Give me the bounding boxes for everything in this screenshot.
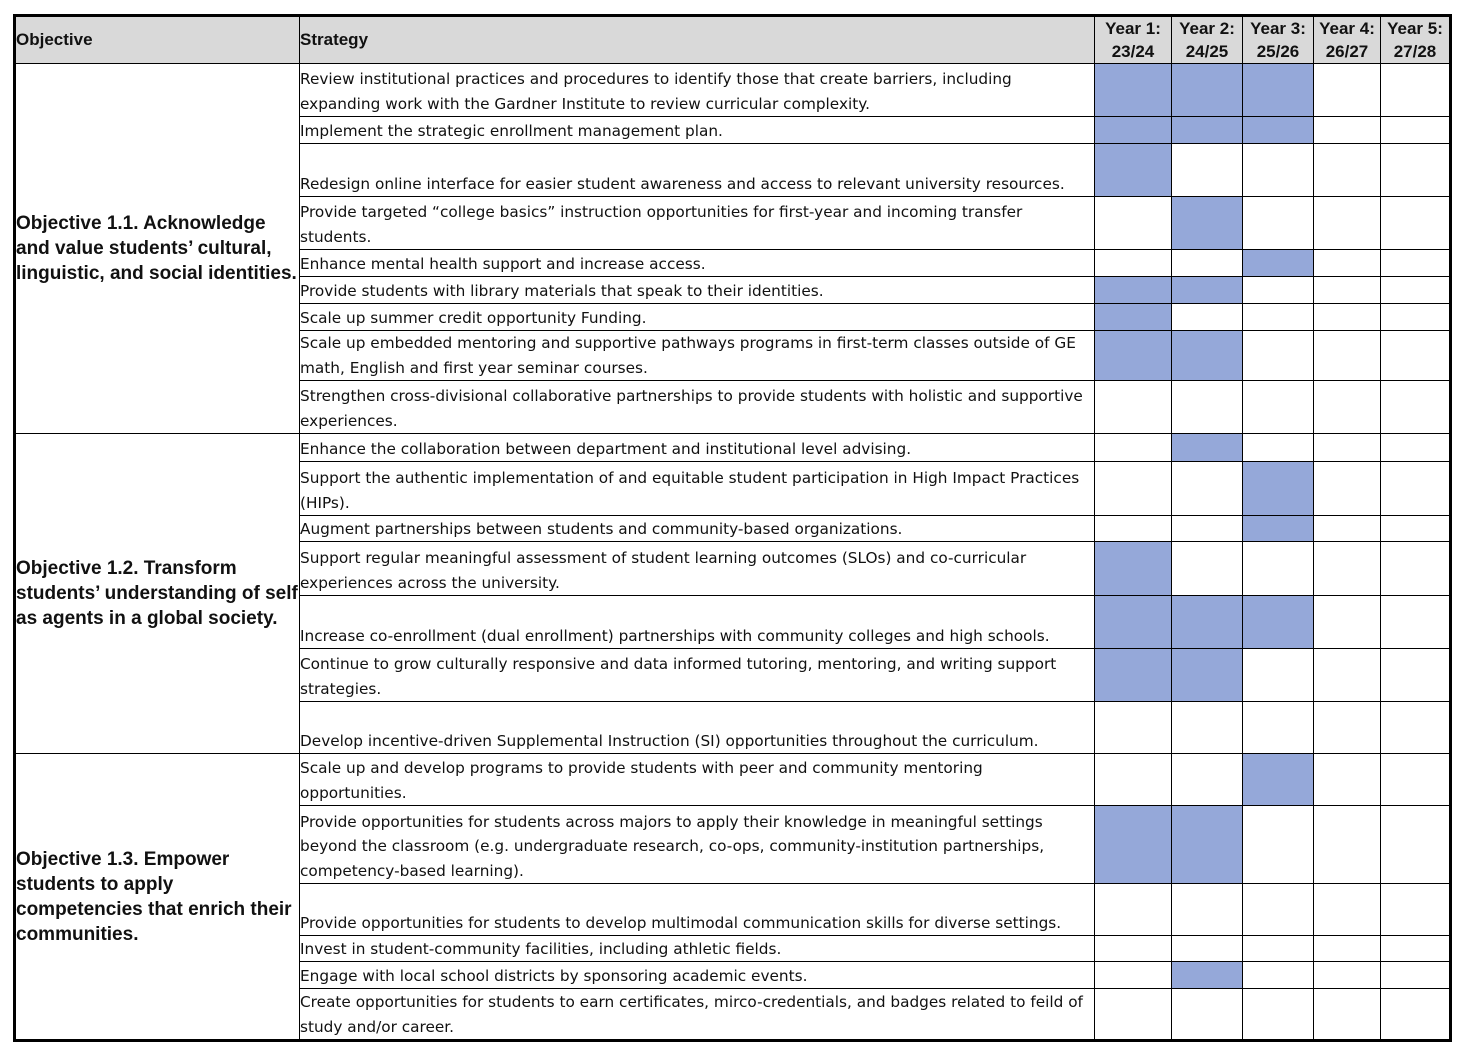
year-cell-empty [1381,649,1451,702]
year-cell-empty [1381,989,1451,1041]
year-cell-empty [1314,702,1381,754]
year-cell-empty [1243,381,1314,434]
table-header [15,16,1451,64]
table-row [15,434,1451,462]
year-cell-empty [1095,884,1172,936]
year-cell-marked [1095,64,1172,117]
year-cell-empty [1243,884,1314,936]
year-cell-marked [1172,331,1243,381]
year-cell-empty [1381,754,1451,806]
strategy-cell: Review institutional practices and procedures to identify those that create barriers, including expanding work with the Gardner Institute to review curricular complexity. [300,64,1095,117]
year-cell-empty [1381,806,1451,884]
strategy-cell: Support the authentic implementation of and equitable student participation in High Impact Practices (HIPs). [300,462,1095,516]
year-3-column-header [1243,16,1314,64]
year-4-column-header [1314,16,1381,64]
year-cell-marked [1095,117,1172,144]
strategy-cell: Create opportunities for students to earn certificates, mirco-credentials, and badges related to feild of study and/or career. [300,989,1095,1041]
objective-group [15,754,1451,1041]
strategy-cell: Engage with local school districts by sponsoring academic events. [300,962,1095,989]
year-cell-empty [1172,702,1243,754]
year-cell-empty [1095,936,1172,962]
year-cell-empty [1314,197,1381,250]
strategy-cell: Provide opportunities for students to develop multimodal communication skills for diverse settings. [300,884,1095,936]
objective-cell: Objective 1.2. Transform students’ understanding of self as agents in a global society. [15,434,300,754]
year-cell-empty [1381,702,1451,754]
year-cell-empty [1095,516,1172,542]
year-cell-marked [1243,754,1314,806]
strategy-cell: Scale up embedded mentoring and supportive pathways programs in first-term classes outside of GE math, English and first year seminar courses. [300,331,1095,381]
year-2-label: Year 2: [1179,19,1235,38]
year-cell-empty [1314,277,1381,304]
year-cell-empty [1172,542,1243,596]
strategy-timeline-table [13,14,1452,1042]
year-cell-empty [1243,197,1314,250]
year-cell-empty [1243,277,1314,304]
year-cell-empty [1243,989,1314,1041]
year-cell-empty [1381,304,1451,331]
year-cell-marked [1243,462,1314,516]
year-3-range: 25/26 [1256,42,1300,61]
strategy-column-header: Strategy [300,16,1095,64]
year-cell-empty [1314,649,1381,702]
year-cell-marked [1172,197,1243,250]
year-cell-marked [1095,304,1172,331]
objective-group [15,64,1451,434]
year-cell-marked [1243,117,1314,144]
strategy-cell: Increase co-enrollment (dual enrollment) partnerships with community colleges and high schools. [300,596,1095,649]
year-cell-empty [1172,936,1243,962]
year-cell-marked [1095,542,1172,596]
year-cell-empty [1095,962,1172,989]
year-cell-marked [1172,277,1243,304]
strategy-cell: Provide targeted “college basics” instruction opportunities for first-year and incoming transfer students. [300,197,1095,250]
year-5-range: 27/28 [1393,42,1437,61]
objective-column-header: Objective [15,16,300,64]
strategy-cell: Redesign online interface for easier student awareness and access to relevant university resources. [300,144,1095,197]
table-row [15,64,1451,117]
year-cell-empty [1314,304,1381,331]
year-cell-empty [1243,304,1314,331]
year-cell-empty [1172,516,1243,542]
year-cell-marked [1172,64,1243,117]
year-cell-empty [1314,462,1381,516]
year-cell-marked [1172,434,1243,462]
strategy-cell: Provide students with library materials that speak to their identities. [300,277,1095,304]
year-2-column-header [1172,16,1243,64]
year-cell-empty [1243,936,1314,962]
strategy-cell: Implement the strategic enrollment management plan. [300,117,1095,144]
year-4-label: Year 4: [1319,19,1375,38]
year-cell-empty [1243,649,1314,702]
year-cell-empty [1314,542,1381,596]
year-2-range: 24/25 [1185,42,1229,61]
year-cell-empty [1172,144,1243,197]
table-row [15,754,1451,806]
objective-cell: Objective 1.1. Acknowledge and value students’ cultural, linguistic, and social identities. [15,64,300,434]
year-cell-empty [1381,884,1451,936]
year-cell-empty [1314,962,1381,989]
year-cell-marked [1095,331,1172,381]
year-cell-empty [1172,462,1243,516]
year-cell-empty [1095,702,1172,754]
year-1-range: 23/24 [1111,42,1155,61]
year-cell-empty [1314,250,1381,277]
year-1-column-header [1095,16,1172,64]
year-cell-empty [1381,197,1451,250]
year-cell-empty [1314,117,1381,144]
year-cell-empty [1095,434,1172,462]
year-cell-empty [1314,884,1381,936]
year-cell-empty [1381,596,1451,649]
year-cell-empty [1172,250,1243,277]
strategy-cell: Enhance mental health support and increase access. [300,250,1095,277]
year-cell-marked [1243,250,1314,277]
year-cell-empty [1381,144,1451,197]
strategy-cell: Enhance the collaboration between department and institutional level advising. [300,434,1095,462]
strategy-cell: Invest in student-community facilities, including athletic fields. [300,936,1095,962]
year-cell-empty [1243,331,1314,381]
strategy-cell: Scale up and develop programs to provide students with peer and community mentoring opportunities. [300,754,1095,806]
year-cell-empty [1381,962,1451,989]
year-cell-marked [1095,649,1172,702]
year-cell-empty [1095,250,1172,277]
year-cell-marked [1172,649,1243,702]
year-cell-empty [1381,117,1451,144]
year-cell-marked [1243,596,1314,649]
year-cell-empty [1314,936,1381,962]
year-cell-empty [1243,434,1314,462]
year-cell-empty [1095,381,1172,434]
year-cell-empty [1172,754,1243,806]
strategy-cell: Develop incentive-driven Supplemental Instruction (SI) opportunities throughout the curriculum. [300,702,1095,754]
year-cell-empty [1381,381,1451,434]
year-cell-empty [1095,989,1172,1041]
year-cell-marked [1172,806,1243,884]
year-cell-empty [1095,754,1172,806]
year-cell-empty [1381,936,1451,962]
year-cell-empty [1172,989,1243,1041]
year-cell-empty [1381,277,1451,304]
year-cell-empty [1095,462,1172,516]
year-cell-empty [1381,331,1451,381]
year-cell-marked [1172,596,1243,649]
year-5-label: Year 5: [1387,19,1443,38]
objective-group [15,434,1451,754]
year-3-label: Year 3: [1250,19,1306,38]
year-cell-marked [1243,64,1314,117]
year-cell-marked [1172,117,1243,144]
year-cell-marked [1095,144,1172,197]
year-cell-empty [1314,596,1381,649]
year-cell-empty [1314,144,1381,197]
year-cell-empty [1314,331,1381,381]
year-cell-empty [1314,434,1381,462]
year-cell-marked [1095,806,1172,884]
strategy-cell: Scale up summer credit opportunity Funding. [300,304,1095,331]
year-cell-empty [1172,304,1243,331]
year-cell-empty [1381,542,1451,596]
year-cell-empty [1314,989,1381,1041]
year-1-label: Year 1: [1105,19,1161,38]
year-cell-empty [1243,962,1314,989]
year-cell-empty [1243,144,1314,197]
strategy-cell: Provide opportunities for students across majors to apply their knowledge in meaningful settings beyond the classroom (e.g. undergraduate research, co-ops, community-institution partnerships, competency-based learning). [300,806,1095,884]
year-cell-marked [1095,277,1172,304]
year-cell-empty [1172,884,1243,936]
year-cell-empty [1172,381,1243,434]
year-cell-empty [1314,381,1381,434]
strategy-cell: Continue to grow culturally responsive and data informed tutoring, mentoring, and writing support strategies. [300,649,1095,702]
year-cell-marked [1243,516,1314,542]
year-cell-empty [1314,806,1381,884]
year-cell-marked [1172,962,1243,989]
year-cell-empty [1314,516,1381,542]
year-cell-empty [1381,64,1451,117]
year-5-column-header [1381,16,1451,64]
objective-cell: Objective 1.3. Empower students to apply competencies that enrich their communities. [15,754,300,1041]
strategy-cell: Augment partnerships between students and community-based organizations. [300,516,1095,542]
year-cell-empty [1381,516,1451,542]
year-cell-empty [1381,462,1451,516]
year-cell-empty [1381,434,1451,462]
year-cell-empty [1314,64,1381,117]
year-cell-empty [1314,754,1381,806]
year-cell-empty [1243,806,1314,884]
year-cell-empty [1243,702,1314,754]
year-cell-empty [1243,542,1314,596]
strategy-cell: Support regular meaningful assessment of student learning outcomes (SLOs) and co-curricular experiences across the university. [300,542,1095,596]
year-cell-empty [1095,197,1172,250]
year-4-range: 26/27 [1325,42,1369,61]
year-cell-empty [1381,250,1451,277]
strategy-cell: Strengthen cross-divisional collaborative partnerships to provide students with holistic and supportive experiences. [300,381,1095,434]
year-cell-marked [1095,596,1172,649]
